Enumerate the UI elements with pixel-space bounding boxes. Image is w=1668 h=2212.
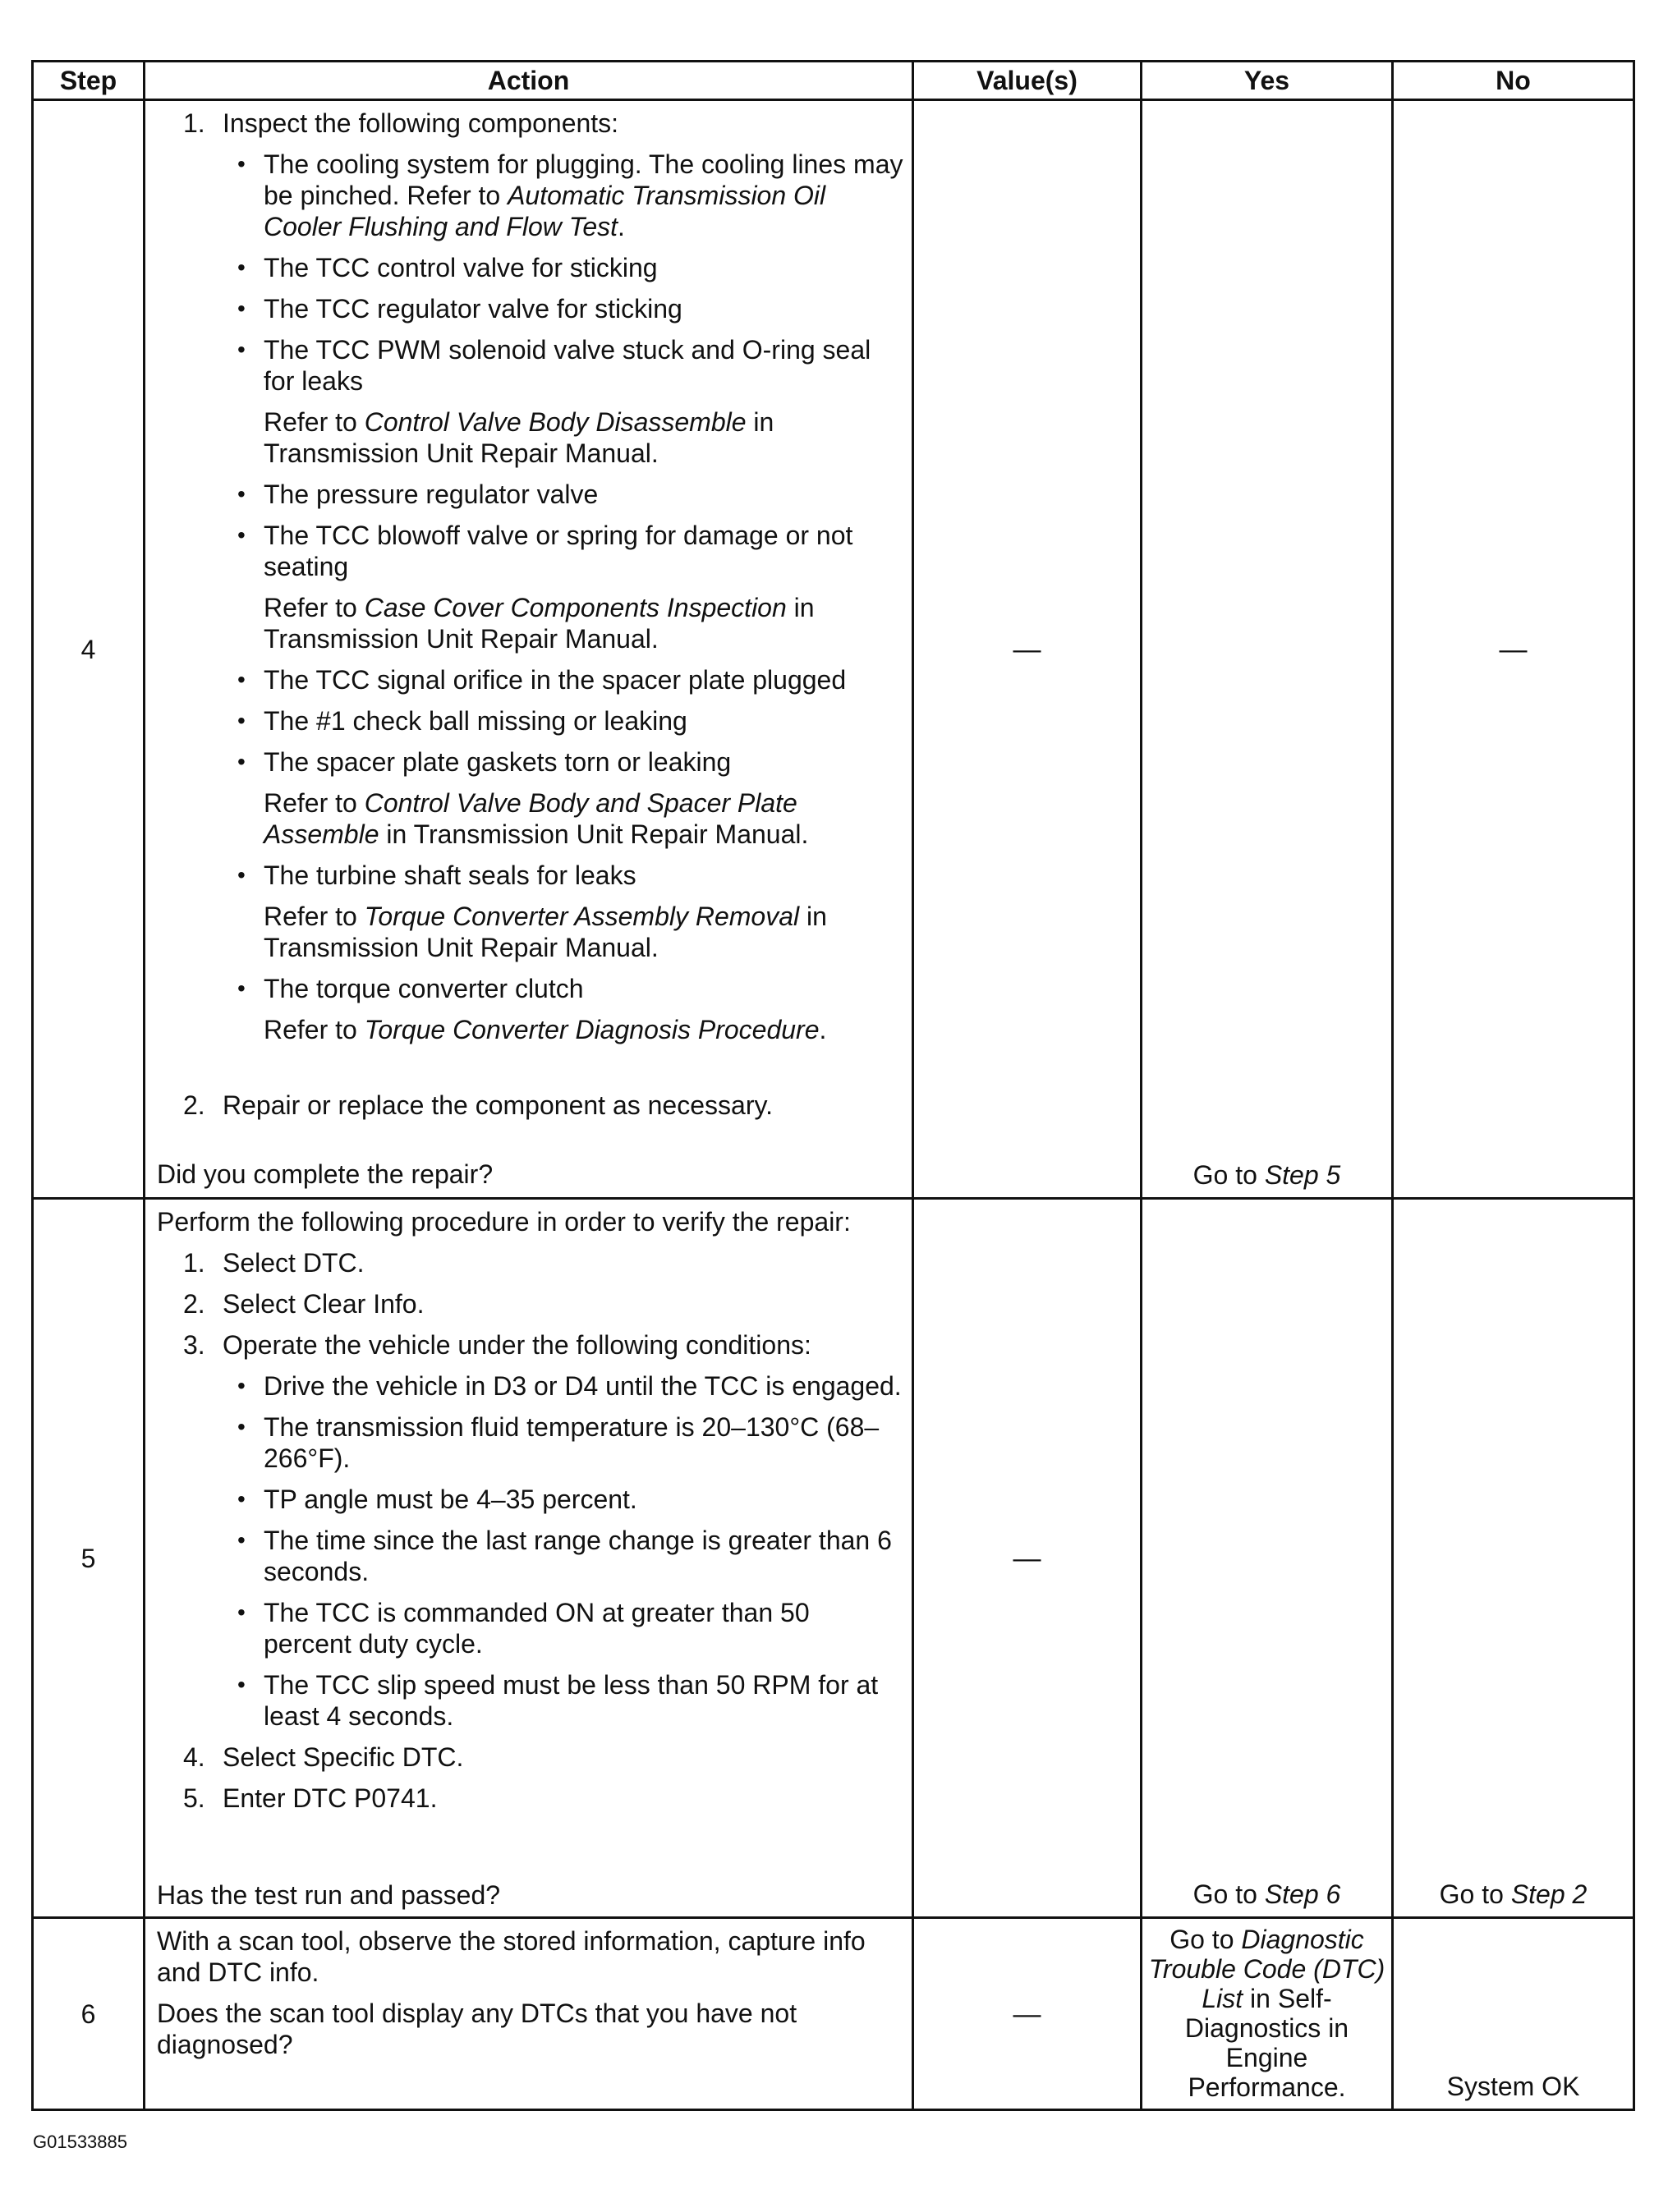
header-yes: Yes xyxy=(1142,62,1393,100)
table-row-step-6 xyxy=(33,1918,1634,2110)
table-header-row xyxy=(33,62,1634,100)
table-row-step-5 xyxy=(33,1199,1634,1918)
bullet-item: • The cooling system for plugging. The cooling lines may be pinched. Refer to Automatic Transmission Oil Cooler Flushing and Flow Test. xyxy=(237,149,903,241)
action-cell xyxy=(145,100,913,1199)
header-action: Action xyxy=(145,62,913,100)
bullet-item: • The TCC is commanded ON at greater than 50 percent duty cycle. xyxy=(237,1598,810,1659)
bullet-item: • The spacer plate gaskets torn or leaking xyxy=(237,747,732,777)
reference-link: Control Valve Body and Spacer Plate Assemble xyxy=(264,788,797,849)
step-number: 5 xyxy=(33,1199,145,1918)
figure-code: G01533885 xyxy=(33,2132,127,2152)
step-link: Step 5 xyxy=(1264,1160,1341,1190)
values-cell: — xyxy=(913,1918,1142,2110)
instruction-text: With a scan tool, observe the stored information, capture info and DTC info. xyxy=(157,1926,866,1987)
reference-link: Torque Converter Diagnosis Procedure xyxy=(364,1015,820,1044)
reference-link: Control Valve Body Disassemble xyxy=(364,407,747,437)
no-cell: System OK xyxy=(1393,1918,1634,2110)
list-item: 2. Repair or replace the component as necessary. xyxy=(183,1090,773,1120)
bullet-item: • The time since the last range change is greater than 6 seconds. xyxy=(237,1526,892,1586)
reference-link: Case Cover Components Inspection xyxy=(364,593,787,622)
header-step: Step xyxy=(33,62,145,100)
bullet-item: • The TCC PWM solenoid valve stuck and O-ring seal for leaks xyxy=(237,335,871,396)
no-cell: Go to Step 2 xyxy=(1393,1199,1634,1918)
bullet-item: • The pressure regulator valve xyxy=(237,480,599,509)
list-item: 4. Select Specific DTC. xyxy=(183,1742,464,1772)
list-item: 5. Enter DTC P0741. xyxy=(183,1783,438,1813)
question-text: Has the test run and passed? xyxy=(157,1880,501,1910)
bullet-item: • The transmission fluid temperature is 20–130°C (68–266°F). xyxy=(237,1412,880,1473)
bullet-item: • The TCC slip speed must be less than 50 RPM for at least 4 seconds. xyxy=(237,1670,879,1731)
step-number: 6 xyxy=(33,1918,145,2110)
reference-note: Refer to Case Cover Components Inspection in Transmission Unit Repair Manual. xyxy=(264,593,815,654)
reference-note: Refer to Torque Converter Diagnosis Procedure. xyxy=(264,1015,827,1044)
yes-cell: Go to Step 6 xyxy=(1142,1199,1393,1918)
reference-note: Refer to Control Valve Body and Spacer Plate Assemble in Transmission Unit Repair Manual. xyxy=(264,788,809,849)
bullet-item: • Drive the vehicle in D3 or D4 until the TCC is engaged. xyxy=(237,1371,902,1401)
values-cell: — xyxy=(913,1199,1142,1918)
no-cell: — xyxy=(1393,100,1634,1199)
reference-link: Automatic Transmission Oil Cooler Flushing and Flow Test xyxy=(264,181,826,241)
bullet-item: • TP angle must be 4–35 percent. xyxy=(237,1485,637,1514)
header-values: Value(s) xyxy=(913,62,1142,100)
question-text: Did you complete the repair? xyxy=(157,1159,494,1189)
list-item: 1. Select DTC. xyxy=(183,1248,365,1278)
reference-link: Diagnostic Trouble Code (DTC) List xyxy=(1148,1925,1385,2013)
action-cell xyxy=(145,1918,913,2110)
bullet-item: • The TCC regulator valve for sticking xyxy=(237,294,682,324)
reference-note: Refer to Control Valve Body Disassemble in Transmission Unit Repair Manual. xyxy=(264,407,774,468)
yes-cell: Go to Step 5 xyxy=(1142,100,1393,1199)
intro-text: Perform the following procedure in order to verify the repair: xyxy=(157,1207,851,1237)
list-item: 1. Inspect the following components: xyxy=(183,108,619,138)
values-cell: — xyxy=(913,100,1142,1199)
reference-link: Torque Converter Assembly Removal xyxy=(364,902,800,931)
step-number: 4 xyxy=(33,100,145,1199)
table-row-step-4 xyxy=(33,100,1634,1199)
action-cell xyxy=(145,1199,913,1918)
bullet-item: • The TCC signal orifice in the spacer plate plugged xyxy=(237,665,847,695)
reference-note: Refer to Torque Converter Assembly Removal in Transmission Unit Repair Manual. xyxy=(264,902,827,962)
step-link: Step 2 xyxy=(1510,1879,1588,1909)
header-no: No xyxy=(1393,62,1634,100)
bullet-item: • The turbine shaft seals for leaks xyxy=(237,860,636,890)
list-item: 3. Operate the vehicle under the following conditions: xyxy=(183,1330,811,1360)
bullet-item: • The TCC blowoff valve or spring for damage or not seating xyxy=(237,521,853,581)
step-link: Step 6 xyxy=(1264,1879,1341,1909)
diagnostic-table xyxy=(31,60,1635,2111)
yes-cell: Go to Diagnostic Trouble Code (DTC) List in Self-Diagnostics in Engine Performance. xyxy=(1142,1918,1393,2110)
question-text: Does the scan tool display any DTCs that you have not diagnosed? xyxy=(157,1999,797,2059)
bullet-item: • The TCC control valve for sticking xyxy=(237,253,658,282)
bullet-item: • The torque converter clutch xyxy=(237,974,584,1003)
bullet-item: • The #1 check ball missing or leaking xyxy=(237,706,687,736)
list-item: 2. Select Clear Info. xyxy=(183,1289,425,1319)
